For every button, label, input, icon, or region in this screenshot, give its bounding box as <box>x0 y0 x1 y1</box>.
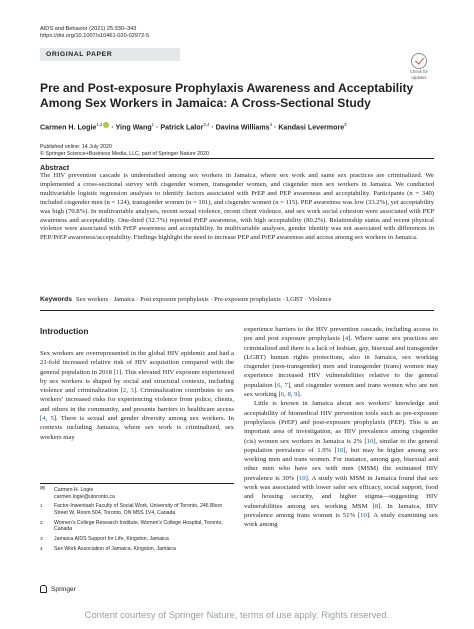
citation-link[interactable]: 3 <box>130 387 134 395</box>
paragraph-text: Sex workers are overrepresented in the global HIV epidemic and had a 21-fold increased relative risk of HIV acquisition compared with the general population in 2018 [ <box>40 350 234 376</box>
keyword: LGBT <box>286 296 303 303</box>
citation-link[interactable]: 10 <box>360 511 367 519</box>
affiliation-note <box>40 520 234 533</box>
abstract-bottom-rule <box>40 310 434 311</box>
copyright-notice: © Springer Science+Business Media, LLC, part of Springer Nature 2020 <box>40 151 209 158</box>
author-name[interactable]: Davina Williams <box>215 123 270 132</box>
updates-label-line2: updates <box>411 74 427 80</box>
paragraph-text: , <box>290 391 295 399</box>
citation-link[interactable]: 8 <box>374 502 379 510</box>
paragraph-text: Little is known in Jamaica about sex workers’ knowledge and acceptability of biomedical HIV prevention tools such as pre-exposure prophylaxis (PrEP) and post-exposure prophylaxis (PEP). This is an important area of investigation, as HIV prevalence among cisgender (cis) women sex workers in Jamaica is 2% [ <box>244 400 438 445</box>
springer-horse-icon <box>40 585 47 593</box>
footnote-marker: 4 <box>40 545 43 551</box>
affiliation-note <box>40 546 234 553</box>
right-column <box>244 325 438 530</box>
paragraph-text: ]. This elevated HIV exposure experienced by sex workers is shaped by social and structural contexts, including violence and criminalization [ <box>40 368 234 395</box>
citation-link[interactable]: 10 <box>298 474 306 482</box>
paragraph-text: ]. A study examining sex work among <box>244 511 439 529</box>
citation-link[interactable]: 10 <box>366 437 374 445</box>
footnote-marker: 1 <box>40 503 43 509</box>
abstract-top-rule <box>40 158 434 159</box>
footnote-line: Women’s College Research Institute, Women’s College Hospital, Toronto, Canada <box>54 519 223 533</box>
paragraph-text: , <box>280 381 285 389</box>
affiliation-note <box>40 503 234 516</box>
doi-link[interactable]: https://doi.org/10.1007/s10461-020-02972-5 <box>40 33 150 40</box>
keyword: Jamaica <box>113 296 135 303</box>
affiliation-note <box>40 536 234 543</box>
introduction-heading: Introduction <box>40 326 89 336</box>
paragraph-text: , <box>126 387 131 395</box>
footnote-line: Sex Work Association of Jamaica, Kingston, Jamaica <box>54 545 176 552</box>
footnote-line: Carmen H. Logie <box>54 487 94 493</box>
footnote-line: Factor-Inwentash Faculty of Social Work, University of Toronto, 246 Bloor Street W, Room 504, Toronto, ON M5S 1V4, Canada <box>54 503 223 516</box>
left-column <box>40 349 234 442</box>
footnote-marker: 2 <box>40 519 43 525</box>
citation-link[interactable]: 4 <box>42 415 46 423</box>
publisher-mark <box>40 585 76 593</box>
footnote-marker: 3 <box>40 536 43 542</box>
author-separator: · <box>209 123 216 132</box>
author-name[interactable]: Ying Wang <box>115 123 152 132</box>
author-name[interactable]: Carmen H. Logie <box>40 123 97 132</box>
citation-link[interactable]: 1 <box>115 368 120 376</box>
check-mark-icon <box>411 53 427 69</box>
keyword: Post exposure prophylaxis <box>140 296 209 303</box>
author-affiliation-marker: 1 <box>151 122 155 127</box>
author-affiliation-marker: 3,4 <box>203 122 210 127</box>
keyword-items <box>76 296 331 303</box>
journal-header <box>40 26 149 40</box>
paragraph-text: experience barriers to the HIV prevention cascade, including access to pre and post exposure prophylaxis [ <box>244 326 438 343</box>
paragraph-text: ]. A study with MSM in Jamaica found that sex work was associated with lower safer sex efficacy, social support, food and housing security, and higher stigma—suggesting HIV vulnerabilities among sex working MSM [ <box>244 474 439 510</box>
keywords-line <box>40 296 434 303</box>
watermark-notice: Content courtesy of Springer Nature, terms of use apply. Rights reserved. <box>84 609 390 620</box>
citation-link[interactable]: 5 <box>50 415 54 423</box>
keyword-separator: · <box>303 296 309 303</box>
publication-info <box>40 144 209 158</box>
keyword: Pre-exposure prophylaxis <box>214 296 281 303</box>
author-affiliation-marker: 4 <box>269 122 272 127</box>
paragraph-text: ]. In Jamaica, HIV prevalence among trans women is 51% [ <box>244 502 438 519</box>
intro-paragraph-1 <box>40 349 234 442</box>
footnote-rule <box>40 483 234 484</box>
email-link[interactable]: carmen.logie@utoronto.ca <box>54 493 115 500</box>
author-list <box>40 122 450 131</box>
paragraph-text: ]. <box>297 391 302 399</box>
citation-link[interactable]: 2 <box>122 387 127 395</box>
author-name[interactable]: Patrick Lalor <box>160 123 204 132</box>
paragraph-text: ]. There is sexual and gender diversity among sex workers. In contexts including Jamaica, where sex work is criminalized, sex workers may <box>40 415 234 441</box>
affiliation-footnotes <box>40 487 234 556</box>
citation-link[interactable]: 8 <box>287 391 291 399</box>
author-separator: · <box>109 123 116 132</box>
keyword-separator: · <box>208 296 215 303</box>
publisher-name: Springer <box>51 585 76 593</box>
article-title: Pre and Post-exposure Prophylaxis Awareness and Acceptability Among Sex Workers in Jamaica: A Cross-Sectional Study <box>40 81 414 111</box>
keyword-separator: · <box>134 296 141 303</box>
intro-paragraph-1-continued <box>244 325 438 399</box>
paragraph-text: ], but may be higher among sex working men and trans women. For instance, among gay, bisexual and other men who have sex with men (MSM) the estimated HIV prevalence is 30% [ <box>244 446 438 482</box>
keyword-separator: · <box>108 296 114 303</box>
article-type-label: ORIGINAL PAPER <box>40 48 180 61</box>
keyword: Sex workers <box>75 296 109 303</box>
paragraph-text: , <box>284 391 288 399</box>
citation-link[interactable]: 6 <box>277 381 281 389</box>
author-affiliation-marker: 3 <box>344 122 347 127</box>
keyword-separator: · <box>280 296 287 303</box>
footnote-line: Jamaica AIDS Support for Life, Kingston, Jamaica <box>54 536 169 543</box>
keywords-label: Keywords <box>40 296 72 303</box>
paragraph-text: , <box>45 415 51 423</box>
paragraph-text: ], similar to the general population prevalence of 1.9% [ <box>244 437 438 454</box>
paragraph-text: ]. Criminalization contributes to sex workers’ increased risks for experiencing violence from police, clients, and others in the community, and presents barriers to healthcare access [ <box>40 387 235 423</box>
published-online-date: Published online: 14 July 2020 <box>40 144 112 150</box>
envelope-icon: ✉ <box>40 486 46 492</box>
citation-link[interactable]: 6 <box>280 391 285 399</box>
paragraph-text: ], and cisgender women and trans women who are not sex working [ <box>244 381 438 399</box>
abstract-text: The HIV prevention cascade is understudied among sex workers in Jamaica, where sex work and same sex practices are criminalized. We implemented a cross-sectional survey with cisgender women, transgender women, and cisgender men sex workers in Jamaica. We conducted multivariable logistic regression analyses to identify factors associated with PrEP and PEP awareness and acceptability. Participants (n = 340) included cisgender men (n = 124), transgender women (n = 101), and cisgender women (n = 115). PEP awareness was low (33.2%), yet acceptability was high (70.8%). In multivariable analyses, recent sexual violence, recent client violence, and sex work social cohesion were associated with PEP awareness and acceptability. One-third (32.7%) reported PrEP awareness, with high acceptability (80.2%). Relationship status and recent physical violence were associated with PrEP awareness and acceptability. In multivariable analyses, gender identity was not associated with differences in PEP/PrEP awareness/acceptability. Findings highlight the need to increase PEP and PrEP awareness and access among sex workers in Jamaica. <box>40 172 434 242</box>
author-separator: · <box>272 123 279 132</box>
paragraph-text: ]. Where same sex practices are criminalized and there is a lack of lesbian, gay, bisexual and transgender (LGBT) human rights protections, also in Jamaica, sex working cisgender (non-transgender) men and transgender (trans) women may experience increased HIV vulnerabilities relative to the general population [ <box>244 335 438 389</box>
author-separator: · <box>154 123 161 132</box>
intro-paragraph-2 <box>244 399 438 529</box>
corresponding-author-note <box>40 487 234 500</box>
keyword: Violence <box>308 296 332 303</box>
citation-link[interactable]: 10 <box>336 446 344 454</box>
journal-citation: AIDS and Behavior (2021) 25:330–343 <box>40 26 137 32</box>
abstract-heading: Abstract <box>40 163 70 172</box>
author-affiliation-marker: 1,2 <box>96 122 103 127</box>
citation-link[interactable]: 4 <box>344 335 349 343</box>
citation-link[interactable]: 9 <box>294 391 298 399</box>
author-name[interactable]: Kandasi Levermore <box>278 123 345 132</box>
updates-label-line1: Check for <box>410 69 428 74</box>
check-for-updates-badge[interactable] <box>402 53 436 81</box>
citation-link[interactable]: 7 <box>284 381 288 389</box>
